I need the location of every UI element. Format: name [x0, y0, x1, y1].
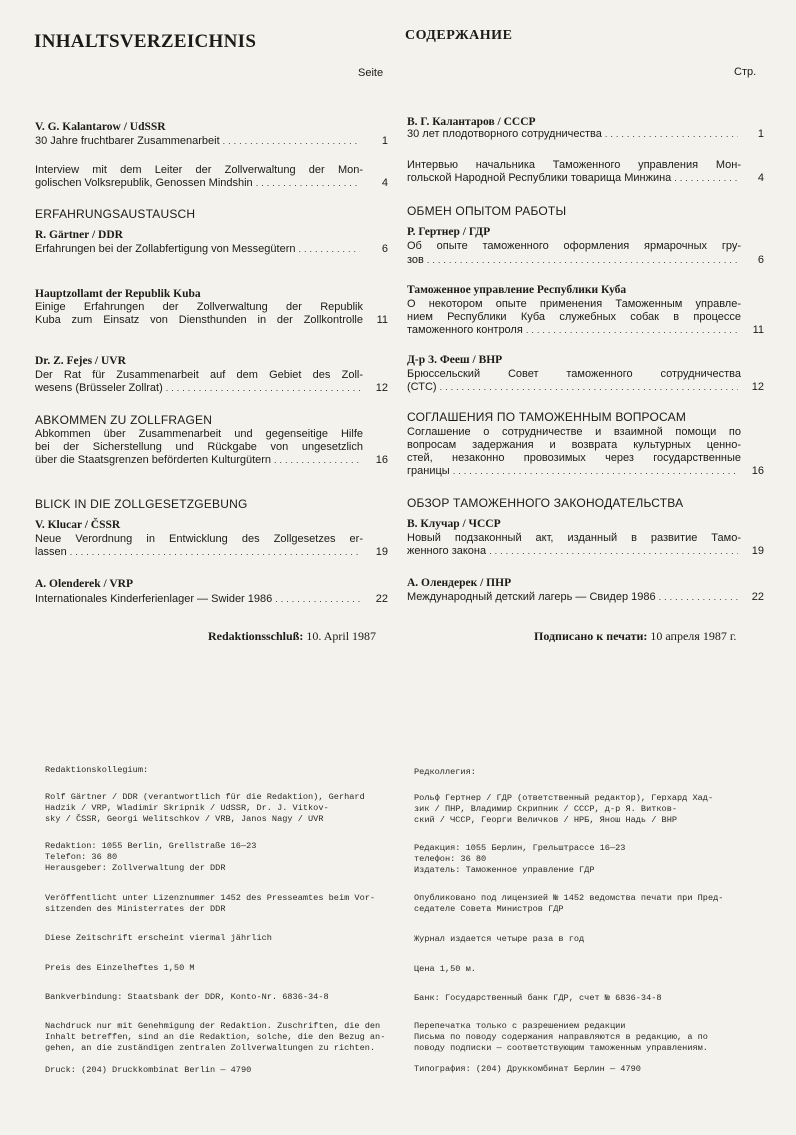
entry-title: границы — [407, 465, 450, 477]
section-heading-de-3: BLICK IN DIE ZOLLGESETZGEBUNG — [35, 497, 248, 511]
entry-title: зов — [407, 254, 424, 266]
reprint-de — [45, 1021, 385, 1054]
entry-title: Международный детский лагерь — Свидер 1986 — [407, 591, 656, 603]
deadline-label-de: Redaktionsschluß: — [208, 629, 304, 643]
entry-line-de-4b: Kuba zum Einsatz von Diensthunden in der Zollkontrolle — [35, 314, 363, 326]
title-ru: СОДЕРЖАНИЕ — [405, 28, 513, 43]
board-line: sky / ČSSR, Georgi Welitschkov / VRB, Janos Nagy / UVR — [45, 814, 324, 824]
entry-line-de-6b: bei der Sicherstellung und Rückgabe von ungesetzlich — [35, 441, 363, 453]
toc-entry-de-6[interactable] — [35, 454, 363, 467]
printer-ru: Типография: (204) Друккомбинат Берлин — 4790 — [414, 1064, 641, 1074]
entry-line-de-4a: Einige Erfahrungen der Zollverwaltung der Republik — [35, 301, 363, 313]
leader-dots — [526, 324, 738, 337]
leader-dots — [299, 243, 361, 256]
author-ru-4: Таможенное управление Республики Куба — [407, 284, 627, 296]
page-number-de-5: 12 — [375, 382, 388, 394]
price-ru: Цена 1,50 м. — [414, 964, 476, 974]
leader-dots — [659, 591, 738, 604]
toc-entry-de-2[interactable] — [35, 177, 363, 190]
entry-title: lassen — [35, 546, 67, 558]
toc-entry-ru-6[interactable] — [407, 465, 741, 478]
reprint-line: поводу подписки — соответствующим таможенным управлениям. — [414, 1043, 708, 1053]
reprint-ru — [414, 1021, 708, 1054]
toc-entry-ru-2[interactable] — [407, 172, 741, 185]
reprint-line: Перепечатка только с разрешением редакции — [414, 1021, 626, 1031]
page-number-de-2: 4 — [381, 177, 388, 189]
page-number-ru-6: 16 — [751, 465, 764, 477]
page-label-de: Seite — [358, 67, 384, 79]
entry-line-ru-2a: Интервью начальника Таможенного управления Мон- — [407, 159, 741, 171]
page-number-de-1: 1 — [381, 135, 388, 147]
page-number-ru-8: 22 — [751, 591, 764, 603]
page-number-ru-5: 12 — [751, 381, 764, 393]
toc-entry-ru-1[interactable] — [407, 128, 741, 141]
toc-entry-de-1[interactable] — [35, 135, 363, 148]
address-line: Herausgeber: Zollverwaltung der DDR — [45, 863, 226, 873]
page-number-de-7: 19 — [375, 546, 388, 558]
page-number-de-6: 16 — [375, 454, 388, 466]
toc-entry-ru-4[interactable] — [407, 324, 741, 337]
section-heading-ru-2: СОГЛАШЕНИЯ ПО ТАМОЖЕННЫМ ВОПРОСАМ — [407, 410, 687, 424]
toc-entry-de-5[interactable] — [35, 382, 363, 395]
title-de: INHALTSVERZEICHNIS — [34, 31, 257, 52]
address-de — [45, 841, 256, 874]
author-de-8: A. Olenderek / VRP — [35, 578, 133, 590]
page-number-ru-4: 11 — [752, 324, 764, 336]
address-line: Издатель: Таможенное управление ГДР — [414, 865, 595, 875]
page-number-de-3: 6 — [381, 243, 388, 255]
license-line: Опубликовано под лицензией № 1452 ведомства печати при Пред- — [414, 893, 724, 903]
author-de-4: Hauptzollamt der Republik Kuba — [35, 288, 201, 300]
page-number-ru-7: 19 — [751, 545, 764, 557]
toc-entry-ru-8[interactable] — [407, 591, 741, 604]
board-line: Hadzik / VRP, Wladimir Skripnik / UdSSR, Dr. J. Vitkov- — [45, 803, 329, 813]
section-heading-de-1: ERFAHRUNGSAUSTAUSCH — [35, 207, 196, 221]
address-ru — [414, 843, 625, 876]
leader-dots — [166, 382, 360, 395]
bank-ru: Банк: Государственный банк ГДР, счет № 6836-34-8 — [414, 993, 662, 1003]
entry-line-ru-7a: Новый подзаконный акт, изданный в развитие Тамо- — [407, 532, 741, 544]
entry-line-de-5a: Der Rat für Zusammenarbeit auf dem Gebiet des Zoll- — [35, 369, 363, 381]
board-line: Рольф Гертнер / ГДР (ответственный редактор), Герхард Хад- — [414, 793, 714, 803]
author-ru-8: А. Олендерек / ПНР — [407, 577, 512, 589]
page-number-ru-3: 6 — [757, 254, 764, 266]
leader-dots — [256, 177, 360, 190]
entry-line-ru-5a: Брюссельский Совет таможенного сотрудничества — [407, 368, 741, 380]
entry-line-ru-6c: стей, незаконно провозимых через государственные — [407, 452, 741, 464]
leader-dots — [440, 381, 738, 394]
deadline-label-ru: Подписано к печати: — [534, 629, 648, 643]
author-ru-3: Р. Гертнер / ГДР — [407, 226, 491, 238]
entry-title: гольской Народной Республики товарища Минжина — [407, 172, 672, 184]
address-line: Redaktion: 1055 Berlin, Grellstraße 16—23 — [45, 841, 257, 851]
entry-line-ru-6a: Соглашение о сотрудничестве и взаимной помощи по — [407, 426, 741, 438]
entry-title: 30 Jahre fruchtbarer Zusammenarbeit — [35, 135, 220, 147]
entry-line-de-7a: Neue Verordnung in Entwicklung des Zollgesetzes er- — [35, 533, 363, 545]
author-ru-1: В. Г. Калантаров / СССР — [407, 116, 536, 128]
board-label-ru: Редколлегия: — [414, 767, 476, 777]
leader-dots — [489, 545, 738, 558]
address-line: телефон: 36 80 — [414, 854, 487, 864]
author-de-3: R. Gärtner / DDR — [35, 229, 123, 241]
entry-line-ru-4b: нием Республики Куба служебных собак в процессе — [407, 311, 741, 323]
reprint-line: Nachdruck nur mit Genehmigung der Redaktion. Zuschriften, die den — [45, 1021, 381, 1031]
frequency-de: Diese Zeitschrift erscheint viermal jährlich — [45, 933, 272, 943]
entry-title: Erfahrungen bei der Zollabfertigung von Messegütern — [35, 243, 296, 255]
board-line: ский / ЧССР, Георги Величков / НРБ, Янош Надь / ВНР — [414, 815, 678, 825]
reprint-line: gehen, an die zuständigen zentralen Zollverwaltungen zu richten. — [45, 1043, 376, 1053]
toc-entry-ru-7[interactable] — [407, 545, 741, 558]
address-line: Редакция: 1055 Берлин, Грельштрассе 16—23 — [414, 843, 626, 853]
leader-dots — [605, 128, 738, 141]
price-de: Preis des Einzelheftes 1,50 M — [45, 963, 195, 973]
page-label-ru: Стр. — [734, 66, 757, 78]
entry-line-de-2a: Interview mit dem Leiter der Zollverwaltung der Mon- — [35, 164, 363, 176]
license-de — [45, 893, 375, 915]
frequency-ru: Журнал издается четыре раза в год — [414, 934, 585, 944]
leader-dots — [274, 454, 360, 467]
reprint-line: Inhalt betreffen, sind an die Redaktion, solche, die den Bezug an- — [45, 1032, 386, 1042]
license-line: sitzenden des Ministerrates der DDR — [45, 904, 226, 914]
entry-line-ru-4a: О некотором опыте применения Таможенным управле- — [407, 298, 741, 310]
leader-dots — [674, 172, 738, 185]
toc-entry-ru-5[interactable] — [407, 381, 741, 394]
deadline-ru — [534, 629, 736, 644]
license-ru — [414, 893, 723, 915]
board-ru — [414, 793, 713, 826]
author-de-5: Dr. Z. Fejes / UVR — [35, 355, 126, 367]
deadline-de — [208, 629, 376, 644]
toc-entry-de-8[interactable] — [35, 593, 363, 606]
author-ru-7: В. Клучар / ЧССР — [407, 518, 501, 530]
deadline-date-ru: 10 апреля 1987 г. — [650, 629, 737, 643]
author-ru-5: Д-р З. Фееш / ВНР — [407, 354, 503, 366]
entry-title: женного закона — [407, 545, 487, 557]
toc-entry-de-3[interactable] — [35, 243, 363, 256]
board-de — [45, 792, 365, 825]
leader-dots — [453, 465, 738, 478]
section-heading-de-2: ABKOMMEN ZU ZOLLFRAGEN — [35, 413, 213, 427]
entry-title: über die Staatsgrenzen beförderten Kulturgütern — [35, 454, 272, 466]
entry-title: Internationales Kinderferienlager — Swider 1986 — [35, 593, 273, 605]
leader-dots — [275, 593, 360, 606]
license-line: Veröffentlicht unter Lizenznummer 1452 des Presseamtes beim Vor- — [45, 893, 376, 903]
board-label-de: Redaktionskollegium: — [45, 765, 149, 775]
author-de-7: V. Klucar / ČSSR — [35, 519, 121, 531]
bank-de: Bankverbindung: Staatsbank der DDR, Konto-Nr. 6836-34-8 — [45, 992, 329, 1002]
reprint-line: Письма по поводу содержания направляются в редакцию, а по — [414, 1032, 708, 1042]
entry-title: (СТС) — [407, 381, 437, 393]
leader-dots — [427, 254, 738, 267]
entry-title: таможенного контроля — [407, 324, 523, 336]
toc-entry-ru-3[interactable] — [407, 254, 741, 267]
toc-entry-de-7[interactable] — [35, 546, 363, 559]
page-number-de-8: 22 — [375, 593, 388, 605]
section-heading-ru-3: ОБЗОР ТАМОЖЕННОГО ЗАКОНОДАТЕЛЬСТВА — [407, 496, 684, 510]
page-number-ru-1: 1 — [757, 128, 764, 140]
section-heading-ru-1: ОБМЕН ОПЫТОМ РАБОТЫ — [407, 204, 567, 218]
entry-line-ru-6b: вопросам задержания и возврата культурных ценно- — [407, 439, 741, 451]
address-line: Telefon: 36 80 — [45, 852, 118, 862]
author-de-1: V. G. Kalantarow / UdSSR — [35, 121, 166, 133]
entry-title: wesens (Brüsseler Zollrat) — [35, 382, 163, 394]
page-number-ru-2: 4 — [757, 172, 764, 184]
leader-dots — [223, 135, 360, 148]
deadline-date-de: 10. April 1987 — [306, 629, 377, 643]
license-line: седателе Совета Министров ГДР — [414, 904, 564, 914]
entry-title: 30 лет плодотворного сотрудничества — [407, 128, 602, 140]
page-number-de-4: 11 — [376, 314, 388, 326]
entry-line-de-6a: Abkommen über Zusammenarbeit und gegenseitige Hilfe — [35, 428, 363, 440]
board-line: зик / ПНР, Владимир Скрипник / СССР, д-р Я. Витков- — [414, 804, 678, 814]
board-line: Rolf Gärtner / DDR (verantwortlich für die Redaktion), Gerhard — [45, 792, 365, 802]
entry-title: golischen Volksrepublik, Genossen Mindshin — [35, 177, 253, 189]
printer-de: Druck: (204) Druckkombinat Berlin — 4790 — [45, 1065, 252, 1075]
leader-dots — [70, 546, 360, 559]
entry-line-ru-3a: Об опыте таможенного оформления ярмарочных гру- — [407, 240, 741, 252]
